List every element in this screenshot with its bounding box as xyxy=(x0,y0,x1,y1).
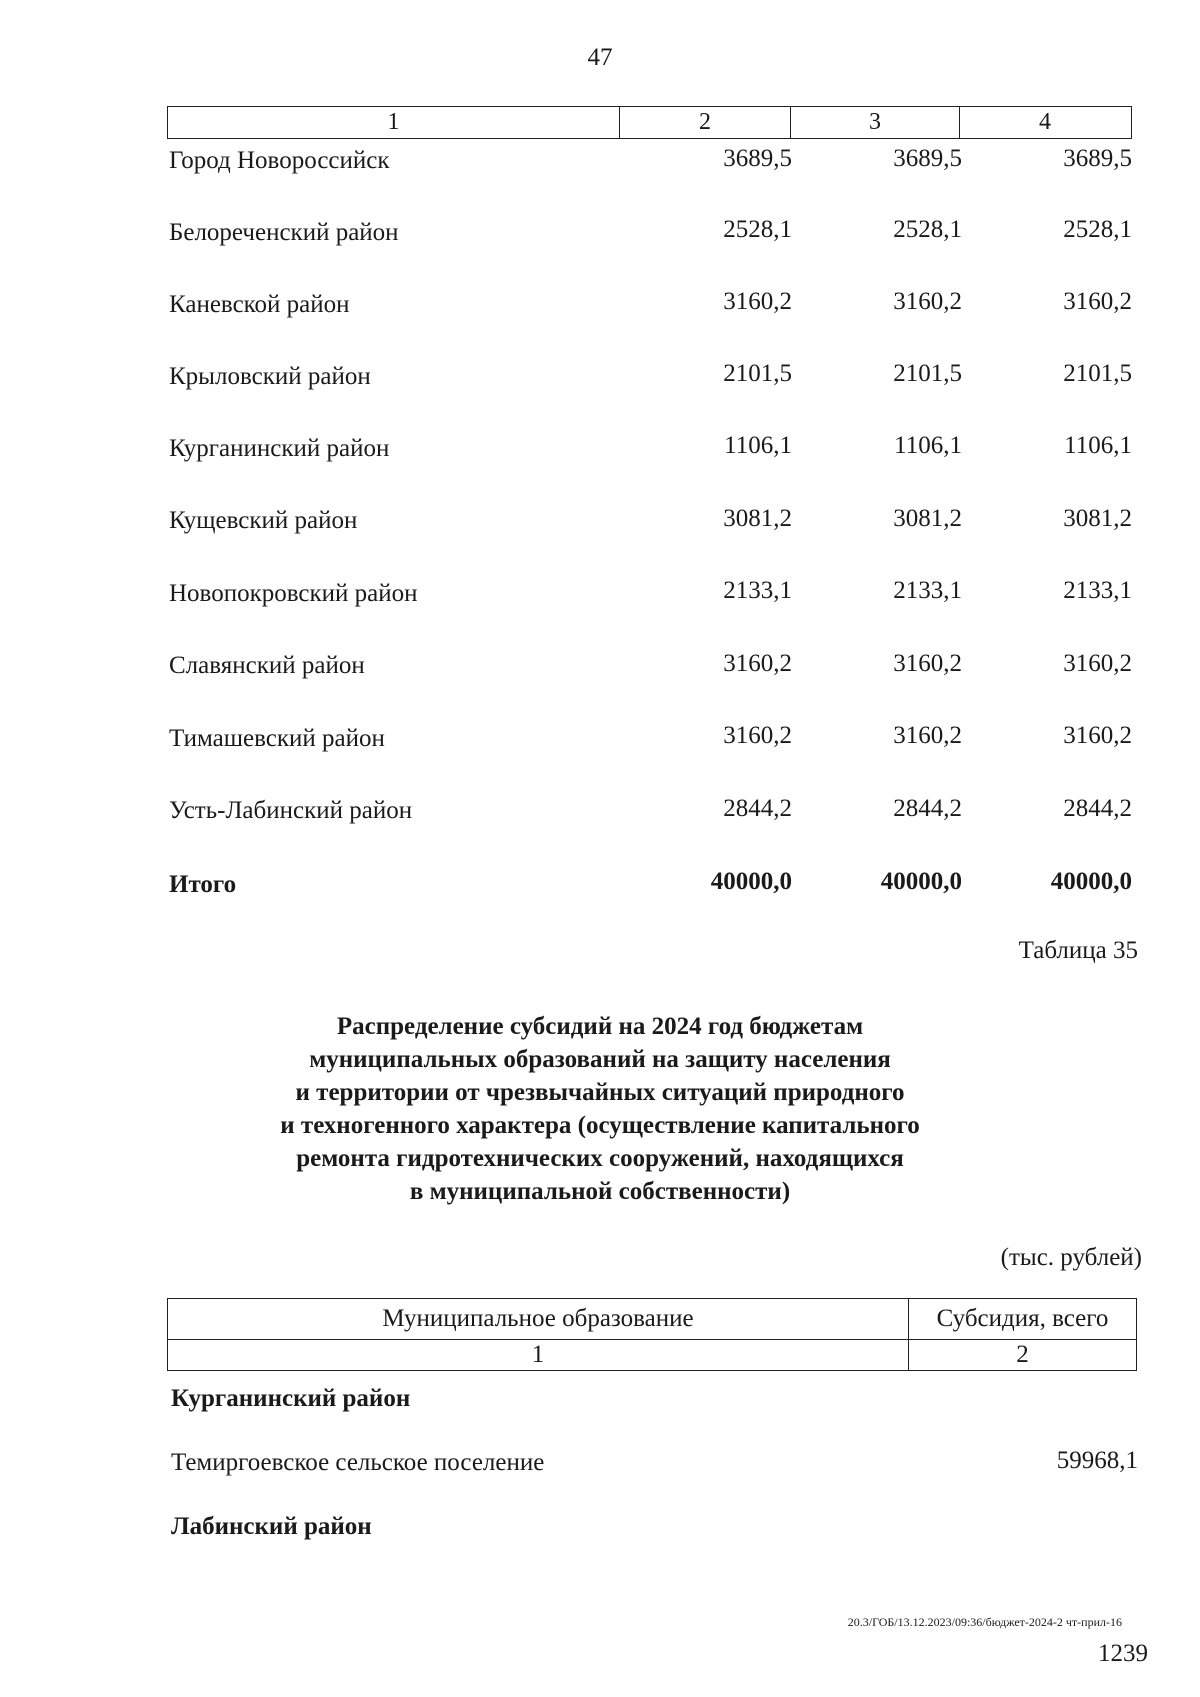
table-row-value: 2528,1 xyxy=(1063,216,1132,243)
table2-col2-number: 2 xyxy=(909,1340,1137,1371)
table-row-value: 2844,2 xyxy=(1063,795,1132,822)
table-row-value: 3160,2 xyxy=(1063,650,1132,677)
total-row-value: 40000,0 xyxy=(710,868,792,895)
title-line: Распределение субсидий на 2024 год бюджетам xyxy=(336,1013,864,1040)
table-row-name: Кущевский район xyxy=(169,507,358,534)
list-item-value: 59968,1 xyxy=(1056,1447,1138,1474)
table-row-value: 2101,5 xyxy=(723,360,792,387)
title-line: в муниципальной собственности) xyxy=(409,1178,791,1205)
table-row-name: Курганинский район xyxy=(169,435,390,462)
title-line: ремонта гидротехнических сооружений, находящихся xyxy=(296,1145,904,1172)
table-row-value: 1106,1 xyxy=(1064,432,1132,459)
table-row-value: 2101,5 xyxy=(893,360,962,387)
table-row-value: 3160,2 xyxy=(893,722,962,749)
page-number: 47 xyxy=(587,44,613,71)
page-total-number: 1239 xyxy=(1098,1640,1148,1667)
table-label: Таблица 35 xyxy=(1018,937,1138,964)
table-row-name: Город Новороссийск xyxy=(169,147,390,174)
total-row-value: 40000,0 xyxy=(1050,868,1132,895)
table1-header-col1: 1 xyxy=(387,109,400,135)
table-row-value: 1106,1 xyxy=(894,432,962,459)
table-row-name: Белореченский район xyxy=(169,219,399,246)
table-row-value: 2133,1 xyxy=(1063,577,1132,604)
table-row-value: 2528,1 xyxy=(893,216,962,243)
table-row-name: Крыловский район xyxy=(169,363,371,390)
table-row-value: 3160,2 xyxy=(723,650,792,677)
title-line: и техногенного характера (осуществление капитального xyxy=(280,1112,920,1139)
total-row-name: Итого xyxy=(169,871,237,898)
table1-header-col2: 2 xyxy=(619,107,790,138)
table1-header-col3: 3 xyxy=(790,107,959,138)
table2-col2-header: Субсидия, всего xyxy=(909,1299,1137,1340)
table-row-value: 2133,1 xyxy=(893,577,962,604)
table-row-value: 2844,2 xyxy=(723,795,792,822)
table2-col1-number: 1 xyxy=(168,1340,909,1371)
table-row-value: 3081,2 xyxy=(723,505,792,532)
title-line: муниципальных образований на защиту населения xyxy=(309,1046,891,1073)
table-row-value: 3081,2 xyxy=(1063,505,1132,532)
table-row-name: Новопокровский район xyxy=(169,580,418,607)
table2-col1-header: Муниципальное образование xyxy=(168,1299,909,1340)
table1-header-row xyxy=(167,106,1132,139)
footer-code: 20.3/ГОБ/13.12.2023/09:36/бюджет-2024-2 чт-прил-16 xyxy=(847,1615,1122,1629)
table-row-name: Усть-Лабинский район xyxy=(169,797,413,824)
table-row-value: 1106,1 xyxy=(724,432,792,459)
table-row-name: Тимашевский район xyxy=(169,725,385,752)
section-title xyxy=(0,1010,1200,1208)
table-row-value: 3689,5 xyxy=(893,145,962,172)
table-row-value: 3160,2 xyxy=(1063,288,1132,315)
table-row-value: 3160,2 xyxy=(893,650,962,677)
table-row-value: 2133,1 xyxy=(723,577,792,604)
title-line: и территории от чрезвычайных ситуаций природного xyxy=(295,1079,905,1106)
table-row-value: 3160,2 xyxy=(723,288,792,315)
table-row-value: 2844,2 xyxy=(893,795,962,822)
units-label: (тыс. рублей) xyxy=(1000,1244,1142,1271)
table-row-value: 3160,2 xyxy=(723,722,792,749)
total-row-value: 40000,0 xyxy=(880,868,962,895)
table-row-name: Каневской район xyxy=(169,291,350,318)
table-row-value: 3689,5 xyxy=(1063,145,1132,172)
table1-header-col4: 4 xyxy=(959,107,1130,138)
table-row-value: 3160,2 xyxy=(893,288,962,315)
table2-header xyxy=(167,1298,1137,1371)
table-row-name: Славянский район xyxy=(169,652,365,679)
table-row-value: 3081,2 xyxy=(893,505,962,532)
section-heading: Лабинский район xyxy=(171,1513,372,1540)
table-row-value: 3160,2 xyxy=(1063,722,1132,749)
table-row-value: 2101,5 xyxy=(1063,360,1132,387)
table-row-value: 3689,5 xyxy=(723,145,792,172)
section-heading: Курганинский район xyxy=(171,1385,411,1412)
table-row-value: 2528,1 xyxy=(723,216,792,243)
list-item-name: Темиргоевское сельское поселение xyxy=(171,1449,545,1476)
